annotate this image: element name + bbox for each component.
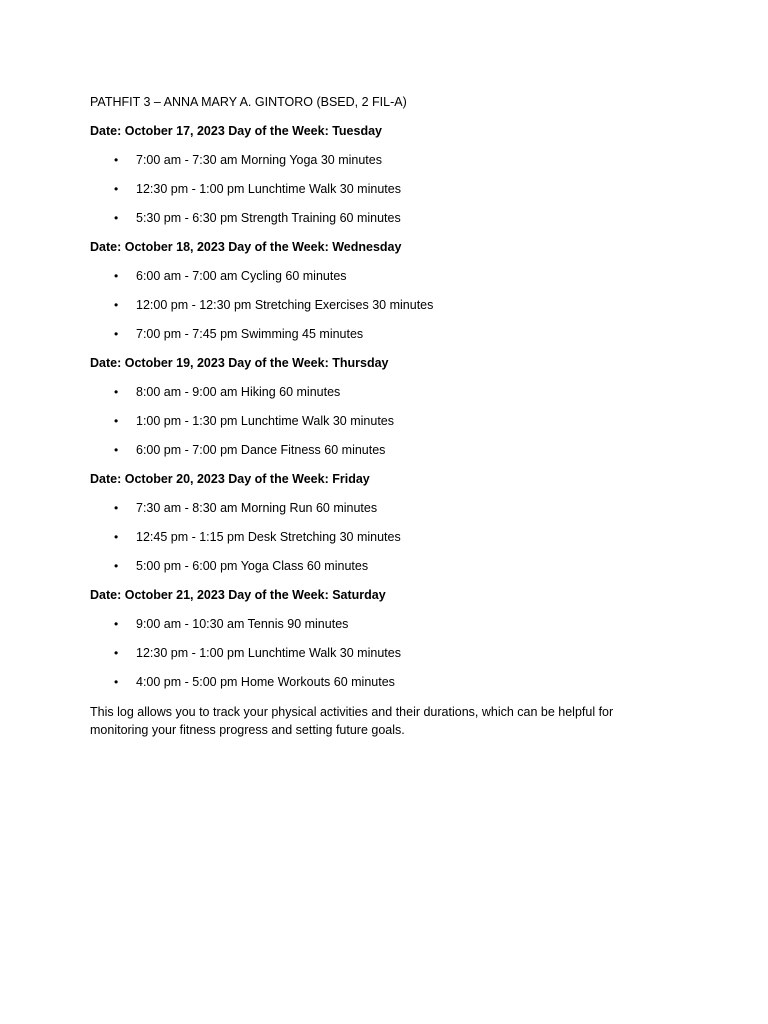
activity-text: 6:00 pm - 7:00 pm Dance Fitness 60 minutes: [136, 443, 386, 457]
bullet-icon: •: [114, 327, 119, 341]
activity-text: 12:30 pm - 1:00 pm Lunchtime Walk 30 minutes: [136, 646, 401, 660]
activity-list: [90, 383, 650, 470]
bullet-icon: •: [114, 646, 119, 660]
activity-item: [90, 180, 650, 209]
bullet-icon: •: [114, 298, 119, 312]
bullet-icon: •: [114, 182, 119, 196]
day-section: [90, 122, 650, 238]
document-page: [90, 93, 650, 752]
day-heading: Date: October 21, 2023 Day of the Week: Saturday: [90, 588, 386, 602]
activity-item: [90, 267, 650, 296]
bullet-icon: •: [114, 559, 119, 573]
activity-item: [90, 528, 650, 557]
activity-text: 12:30 pm - 1:00 pm Lunchtime Walk 30 minutes: [136, 182, 401, 196]
activity-item: [90, 296, 650, 325]
activity-item: [90, 673, 650, 702]
activity-text: 6:00 am - 7:00 am Cycling 60 minutes: [136, 269, 347, 283]
day-heading: Date: October 18, 2023 Day of the Week: Wednesday: [90, 240, 402, 254]
activity-text: 7:00 am - 7:30 am Morning Yoga 30 minutes: [136, 153, 382, 167]
activity-list: [90, 151, 650, 238]
closing-paragraph: This log allows you to track your physical activities and their durations, which can be helpful for monitoring your fitness progress and setting future goals.: [90, 705, 614, 737]
document-header: PATHFIT 3 – ANNA MARY A. GINTORO (BSED, 2 FIL-A): [90, 95, 407, 109]
activity-text: 5:30 pm - 6:30 pm Strength Training 60 minutes: [136, 211, 401, 225]
activity-item: [90, 151, 650, 180]
activity-item: [90, 325, 650, 354]
activity-item: [90, 441, 650, 470]
day-heading: Date: October 17, 2023 Day of the Week: Tuesday: [90, 124, 383, 138]
bullet-icon: •: [114, 414, 119, 428]
activity-list: [90, 267, 650, 354]
activity-item: [90, 383, 650, 412]
activity-item: [90, 615, 650, 644]
activity-text: 4:00 pm - 5:00 pm Home Workouts 60 minutes: [136, 675, 395, 689]
day-heading: Date: October 19, 2023 Day of the Week: Thursday: [90, 356, 389, 370]
activity-text: 1:00 pm - 1:30 pm Lunchtime Walk 30 minutes: [136, 414, 394, 428]
activity-text: 5:00 pm - 6:00 pm Yoga Class 60 minutes: [136, 559, 369, 573]
bullet-icon: •: [114, 443, 119, 457]
activity-text: 12:45 pm - 1:15 pm Desk Stretching 30 minutes: [136, 530, 401, 544]
activity-list: [90, 499, 650, 586]
bullet-icon: •: [114, 675, 119, 689]
bullet-icon: •: [114, 385, 119, 399]
bullet-icon: •: [114, 153, 119, 167]
day-section: [90, 586, 650, 702]
day-section: [90, 238, 650, 354]
activity-item: [90, 499, 650, 528]
activity-text: 9:00 am - 10:30 am Tennis 90 minutes: [136, 617, 349, 631]
activity-text: 12:00 pm - 12:30 pm Stretching Exercises 30 minutes: [136, 298, 434, 312]
bullet-icon: •: [114, 617, 119, 631]
day-heading: Date: October 20, 2023 Day of the Week: Friday: [90, 472, 370, 486]
activity-text: 8:00 am - 9:00 am Hiking 60 minutes: [136, 385, 341, 399]
activity-text: 7:30 am - 8:30 am Morning Run 60 minutes: [136, 501, 378, 515]
day-section: [90, 354, 650, 470]
activity-item: [90, 209, 650, 238]
activity-text: 7:00 pm - 7:45 pm Swimming 45 minutes: [136, 327, 364, 341]
bullet-icon: •: [114, 269, 119, 283]
day-section: [90, 470, 650, 586]
bullet-icon: •: [114, 501, 119, 515]
bullet-icon: •: [114, 211, 119, 225]
activity-list: [90, 615, 650, 702]
activity-item: [90, 412, 650, 441]
bullet-icon: •: [114, 530, 119, 544]
activity-item: [90, 644, 650, 673]
activity-item: [90, 557, 650, 586]
